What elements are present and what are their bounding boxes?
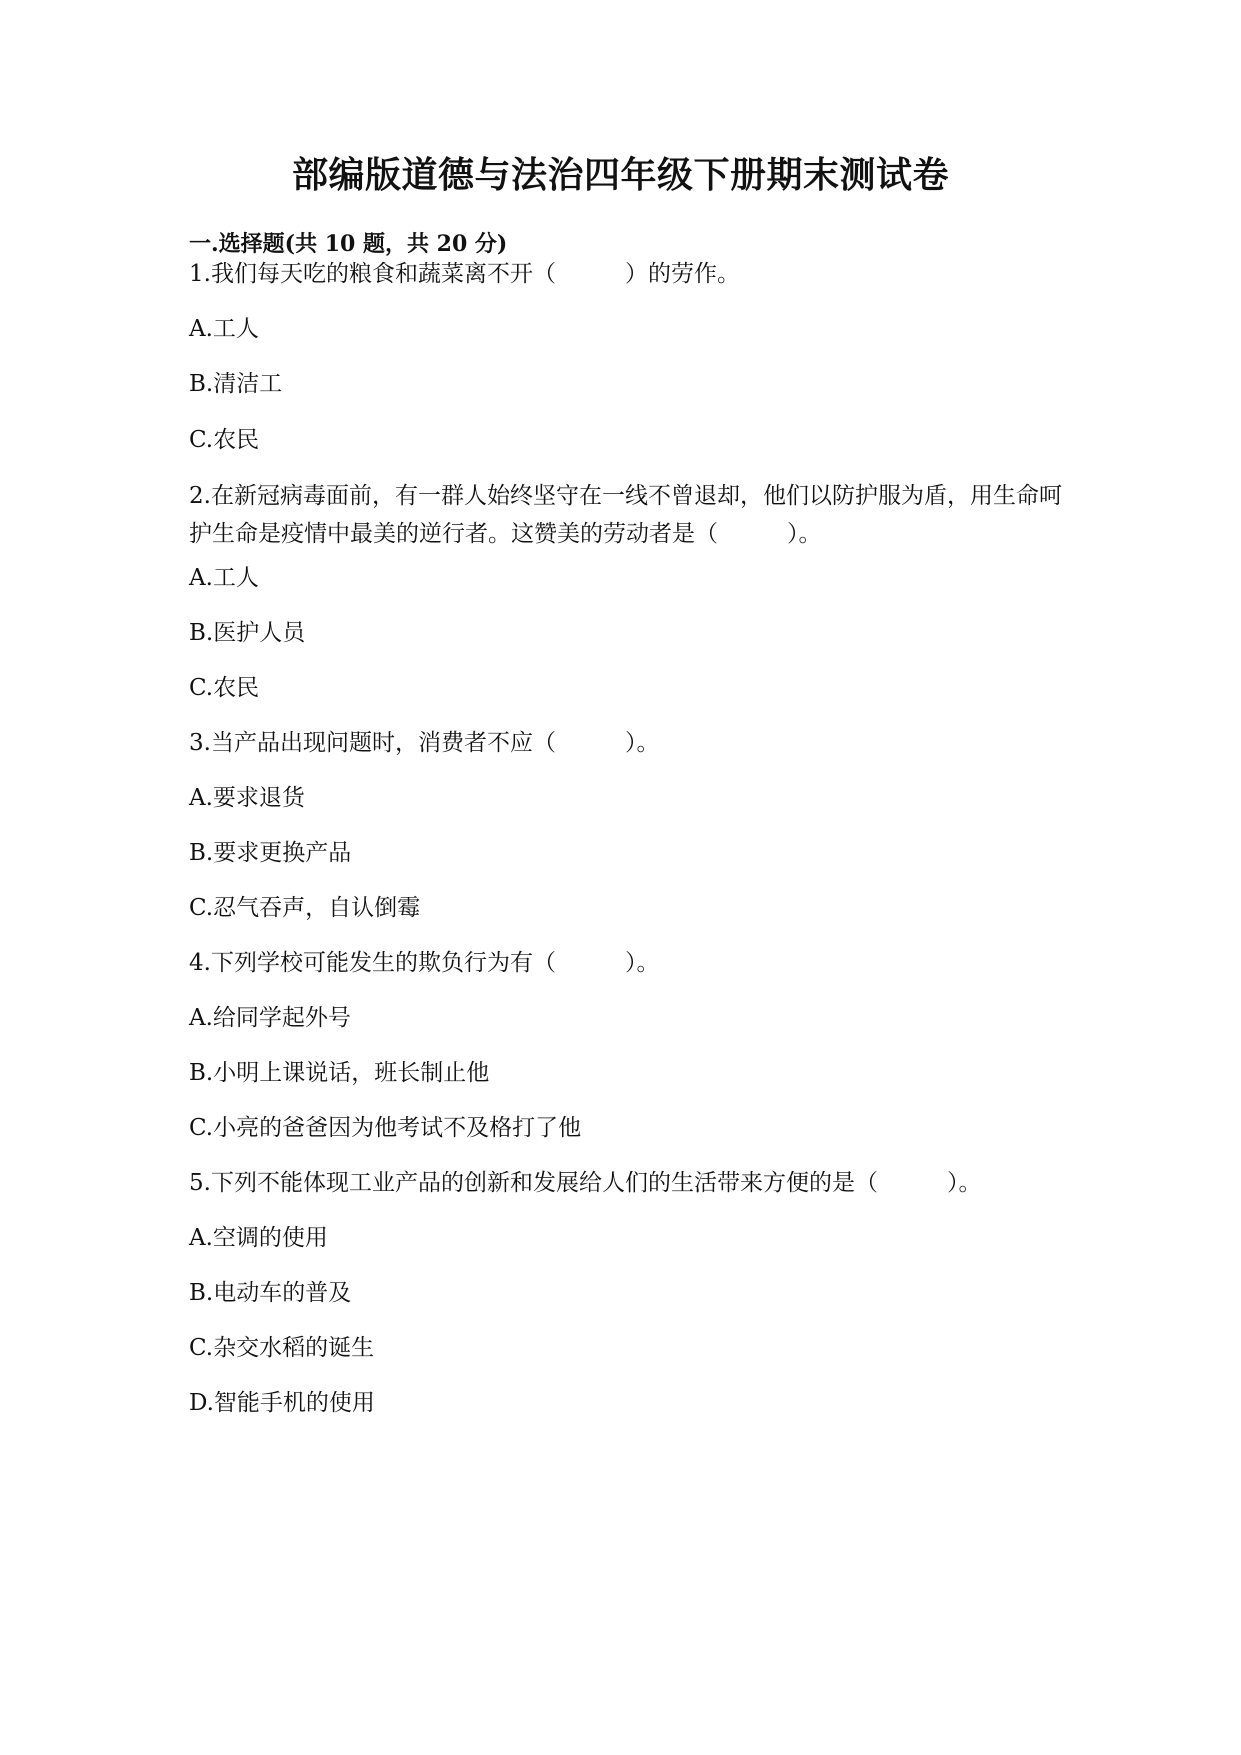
question-5-option-a: A.空调的使用 (189, 1225, 328, 1251)
question-5-option-c: C.杂交水稻的诞生 (189, 1335, 375, 1361)
question-4-stem: 4.下列学校可能发生的欺负行为有（ ）。 (189, 950, 660, 976)
question-4-option-b: B.小明上课说话，班长制止他 (189, 1060, 490, 1086)
question-1-option-c: C.农民 (189, 427, 260, 453)
question-2-stem: 2.在新冠病毒面前，有一群人始终坚守在一线不曾退却，他们以防护服为盾，用生命呵护生命是疫情中最美的逆行者。这赞美的劳动者是（ ）。 (189, 483, 1062, 547)
question-1-option-a: A.工人 (189, 316, 259, 342)
question-2-option-a: A.工人 (189, 565, 259, 591)
question-5-option-d: D.智能手机的使用 (189, 1390, 375, 1416)
question-1-option-b: B.清洁工 (189, 371, 283, 397)
question-3-stem: 3.当产品出现问题时，消费者不应（ ）。 (189, 730, 660, 756)
question-1-stem: 1.我们每天吃的粮食和蔬菜离不开（ ）的劳作。 (189, 261, 740, 287)
question-2-option-c: C.农民 (189, 675, 260, 701)
question-3-option-b: B.要求更换产品 (189, 840, 352, 866)
question-4-option-c: C.小亮的爸爸因为他考试不及格打了他 (189, 1115, 582, 1141)
question-3-option-c: C.忍气吞声，自认倒霉 (189, 895, 421, 921)
section-heading: 一.选择题(共 10 题，共 20 分) (189, 231, 508, 257)
question-2-option-b: B.医护人员 (189, 620, 306, 646)
question-3-option-a: A.要求退货 (189, 785, 305, 811)
question-5-stem: 5.下列不能体现工业产品的创新和发展给人们的生活带来方便的是（ ）。 (189, 1170, 982, 1196)
exam-title: 部编版道德与法治四年级下册期末测试卷 (291, 154, 949, 196)
question-4-option-a: A.给同学起外号 (189, 1005, 351, 1031)
question-5-option-b: B.电动车的普及 (189, 1280, 352, 1306)
